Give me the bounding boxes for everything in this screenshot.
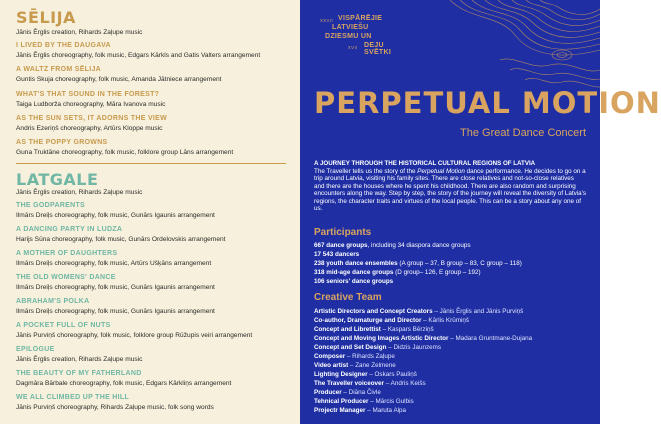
song-credit: Ilmārs Dreiļs choreography, folk music, Artūrs Ušķāns arrangement — [16, 260, 212, 267]
team-member: Video artist – Zane Zelmene — [314, 362, 396, 369]
song-title: EPILOGUE — [16, 346, 55, 353]
song-credit: Harijs Sūna choreography, folk music, Gunārs Ordelovskis arrangement — [16, 236, 226, 243]
team-member: Composer – Rihards Zaļupe — [314, 353, 395, 360]
team-member: Concept and Moving Images Artistic Director – Madara Gruntmane-Dujana — [314, 335, 533, 342]
logo-line: DZIESMU UN — [325, 33, 372, 40]
section-divider — [16, 163, 286, 164]
logo-line: DEJU SVĒTKI — [364, 42, 392, 56]
song-credit: Ilmārs Dreiļs choreography, folk music, Gunārs Igaunis arrangement — [16, 212, 215, 219]
song-credit: Guna Truktāne choreography, folk music, folklore group Lāns arrangement — [16, 149, 234, 156]
team-member: Concept and Set Design – Didzis Jaunzems — [314, 344, 442, 351]
page-subtitle: The Great Dance Concert — [460, 127, 586, 139]
song-title: AS THE SUN SETS, IT ADORNS THE VIEW — [16, 115, 168, 122]
team-member: Artistic Directors and Concept Creators – Jānis Ērglis and Jānis Purviņš — [314, 308, 524, 315]
song-credit: Andris Ezeriņš choreography, Artūrs Kloppe music — [16, 125, 163, 132]
participant-stat: 106 seniors' dance groups — [314, 278, 394, 285]
festival-logo — [320, 8, 410, 68]
song-title: ABRAHAM'S POLKA — [16, 298, 90, 305]
page-title: PERPETUAL MOTION — [314, 86, 661, 120]
participant-stat: 17 543 dancers — [314, 251, 360, 258]
song-title: A WALTZ FROM SĒLIJA — [16, 66, 102, 73]
participant-stat: 238 youth dance ensembles (A group – 37, B group – 83, C group – 118) — [314, 260, 522, 267]
journey-paragraph: The Traveller tells us the story of the Perpetual Motion dance performance. He decides to go on a trip around Latvia, visiting his family sites. There are close relatives and not-so-close relatives and there are the houses where he spent his childhood. There are also random and surprising encounters along the way. Step by step, the story of the journey will reveal the diversity of Latvia's regions, the character traits and virtues of the local people. This can be a story about any one of us. — [314, 168, 586, 213]
logo-line: VISPĀRĒJIE — [338, 15, 383, 22]
team-member: Co-author, Dramaturge and Director – Kārlis Krūmiņš — [314, 317, 470, 324]
song-credit: Ilmārs Dreiļs choreography, folk music, Gunārs Igaunis arrangement — [16, 284, 215, 291]
participants-heading: Participants — [314, 227, 372, 238]
song-credit: Taiga Ludborža choreography, Māra Ivanova music — [16, 101, 166, 108]
logo-line: LATVIEŠU — [332, 24, 369, 31]
song-credit: Jānis Ērglis creation, Rihards Zaļupe music — [16, 356, 143, 363]
logo-roman-xvii: XVII — [348, 45, 358, 50]
song-title: WHAT'S THAT SOUND IN THE FOREST? — [16, 91, 160, 98]
song-credit: Dagmāra Bārbale choreography, folk music, Edgars Kārkliņs arrangement — [16, 380, 232, 387]
team-member: Concept and Librettist – Kaspars Bērziņš — [314, 326, 434, 333]
song-title: AS THE POPPY GROWNS — [16, 139, 108, 146]
journey-heading: A JOURNEY THROUGH THE HISTORICAL CULTURAL REGIONS OF LATVIA — [314, 160, 536, 167]
participant-stat: 667 dance groups, including 34 diaspora dance groups — [314, 242, 471, 249]
song-credit: Jānis Purviņš choreography, Rihards Zaļupe music, folk song words — [16, 404, 214, 411]
left-panel — [0, 0, 300, 424]
right-panel — [300, 0, 661, 424]
team-member: The Traveller voiceover – Andris Keišs — [314, 380, 426, 387]
latgale-title: LATGALE — [16, 170, 99, 189]
song-title: THE GODPARENTS — [16, 202, 86, 209]
participant-stat: 318 mid-age dance groups (D group– 126, E group – 192) — [314, 269, 481, 276]
team-member: Projectr Manager – Maruta Alpa — [314, 407, 407, 414]
song-title: WE ALL CLIMBED UP THE HILL — [16, 394, 130, 401]
song-credit: Jānis Purviņš choreography, folk music, folklore group Rūžupis veiri arrangement — [16, 332, 253, 339]
song-credit: Ilmārs Dreiļs choreography, folk music, Gunārs Igaunis arrangement — [16, 308, 215, 315]
logo-roman-xxvii: XXVII — [320, 18, 334, 23]
song-title: A DANCING PARTY IN LUDZA — [16, 226, 123, 233]
song-credit: Jānis Ērglis choreography, folk music, Edgars Kārkls and Gatis Valters arrangement — [16, 52, 261, 59]
team-member: Lighting Designer – Oskars Pauliņš — [314, 371, 417, 378]
song-title: A MOTHER OF DAUGHTERS — [16, 250, 118, 257]
song-title: THE BEAUTY OF MY FATHERLAND — [16, 370, 142, 377]
song-title: A POCKET FULL OF NUTS — [16, 322, 111, 329]
team-member: Producer – Diāna Čivle — [314, 389, 381, 396]
song-credit: Guntis Skuja choreography, folk music, Amanda Jātniece arrangement — [16, 76, 222, 83]
song-title: THE OLD WOMENS' DANCE — [16, 274, 116, 281]
creative-team-heading: Creative Team — [314, 292, 382, 303]
latgale-subtitle: Jānis Ērglis creation, Rihards Zaļupe music — [16, 189, 143, 196]
song-title: I LIVED BY THE DAUGAVA — [16, 42, 111, 49]
selija-title: SĒLIJA — [16, 8, 76, 27]
selija-subtitle: Jānis Ērglis creation, Rihards Zaļupe music — [16, 29, 143, 36]
team-member: Tehnical Producer – Mārcis Gulbis — [314, 398, 414, 405]
